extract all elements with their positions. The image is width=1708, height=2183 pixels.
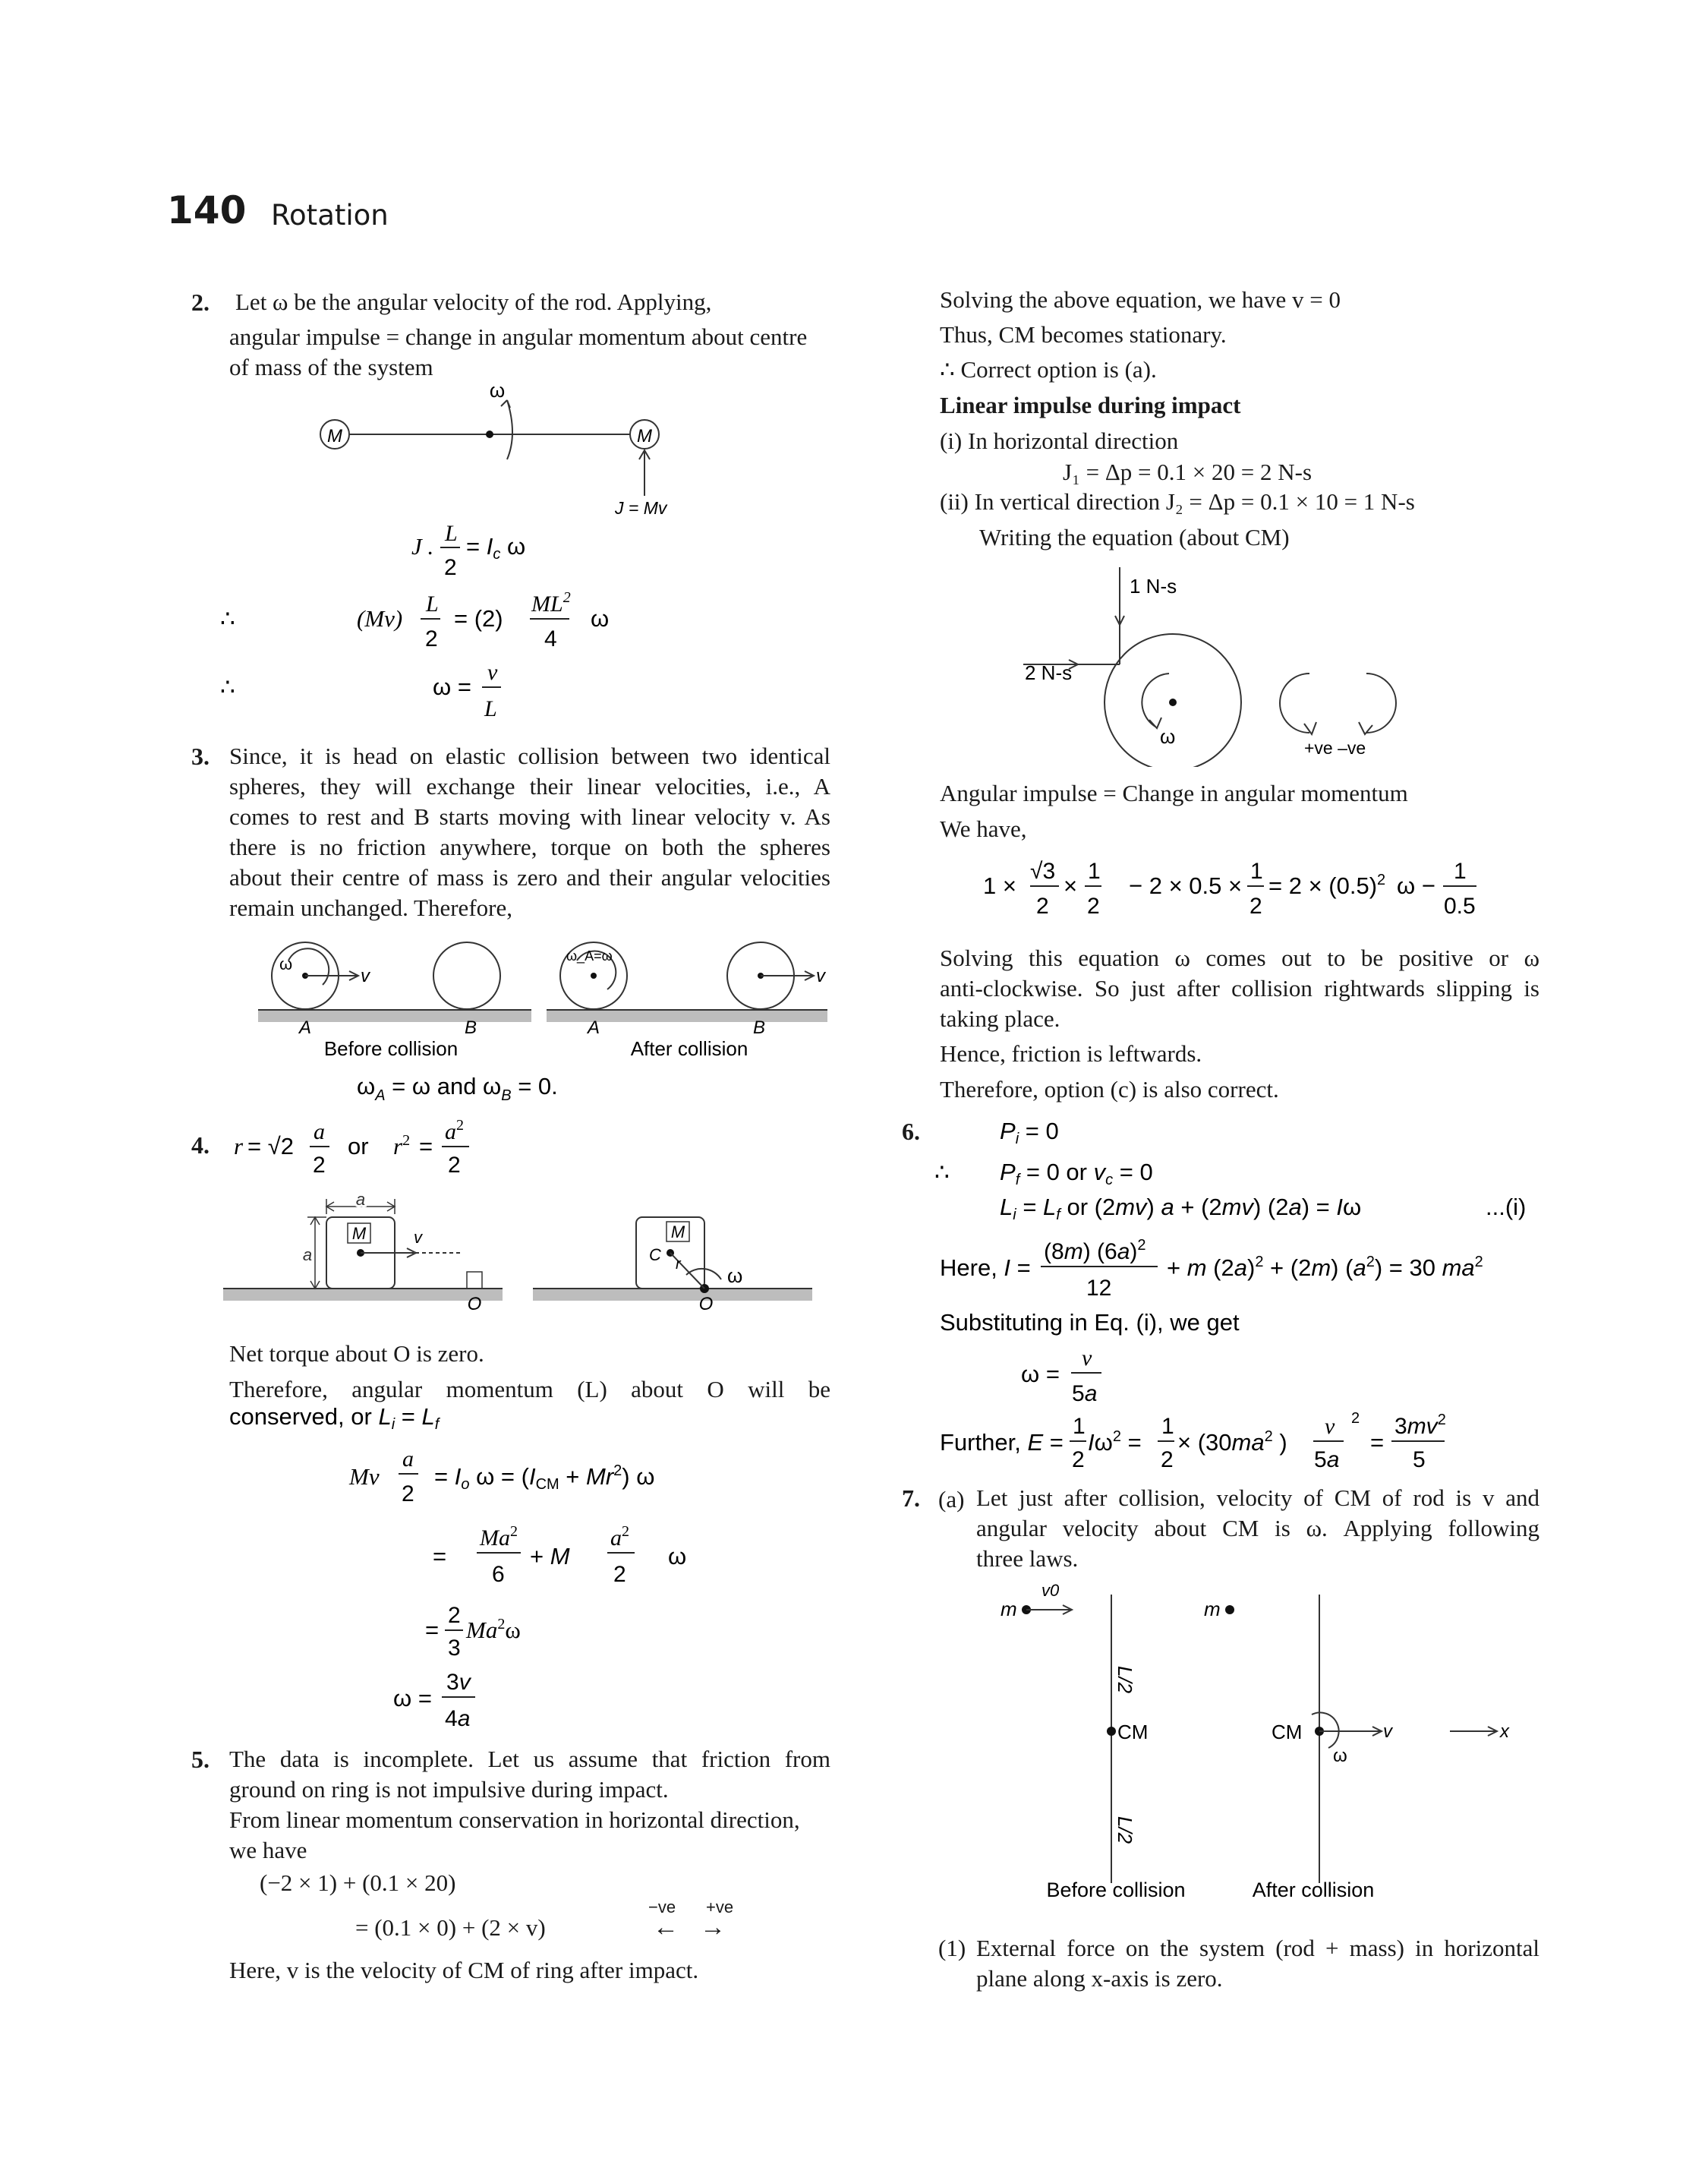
chapter-title: Rotation	[271, 199, 389, 232]
svg-text:− 2 × 0.5 ×: − 2 × 0.5 ×	[1129, 872, 1243, 899]
svg-text:2: 2	[425, 626, 438, 651]
svg-text:a: a	[314, 1119, 325, 1144]
svg-text:5a: 5a	[1314, 1447, 1340, 1472]
svg-text:1: 1	[1161, 1414, 1174, 1439]
q7-line-2: angular velocity about CM is ω. Applying following	[976, 1515, 1539, 1541]
svg-text:m: m	[1001, 1598, 1017, 1620]
q5-eq-1: (−2 × 1) + (0.1 × 20)	[260, 1869, 456, 1896]
svg-text:ω: ω	[727, 1264, 743, 1287]
svg-text:=: =	[1370, 1429, 1385, 1456]
svg-text:2: 2	[402, 1481, 414, 1506]
q5b-line-7: Angular impulse = Change in angular momentum	[940, 780, 1408, 806]
svg-text:v: v	[1383, 1721, 1392, 1742]
mass-label: M	[327, 426, 342, 446]
svg-text:a: a	[402, 1446, 414, 1472]
section-heading: Linear impulse during impact	[940, 392, 1241, 418]
svg-text:= (2): = (2)	[454, 605, 503, 632]
mass-label: M	[637, 426, 652, 446]
svg-text:2: 2	[1072, 1447, 1085, 1472]
omega-label: ω	[489, 383, 506, 402]
q3-collision-diagram	[251, 938, 835, 1059]
svg-text:2: 2	[1087, 894, 1100, 919]
right-arrow-icon: →	[700, 1913, 726, 1942]
q3-equation	[357, 1067, 660, 1109]
svg-text:(Mv): (Mv)	[357, 605, 403, 632]
svg-text:ω =: ω =	[393, 1685, 432, 1711]
q5b-para-2: anti-clockwise. So just after collision rightwards slipping is	[940, 975, 1539, 1002]
question-number: 5.	[191, 1746, 210, 1773]
question-number: 6.	[902, 1118, 920, 1145]
q7-line-1: Let just after collision, velocity of CM of rod is v and	[976, 1484, 1539, 1511]
svg-text:0.5: 0.5	[1444, 894, 1476, 919]
svg-text:= √2: = √2	[247, 1133, 294, 1159]
svg-text:Mv: Mv	[349, 1463, 380, 1490]
left-arrow-icon: ←	[653, 1913, 679, 1942]
q5b-line-1: Solving the above equation, we have v = 0	[940, 286, 1341, 313]
svg-text:Further, E =: Further, E =	[940, 1429, 1064, 1456]
q5b-line-5: (ii) In vertical direction J₂ = Δp = 0.1 × 10 = 1 N-s	[940, 488, 1415, 515]
q4-equations	[334, 1439, 744, 1758]
q5b-eq-1: J₁ = Δp = 0.1 × 20 = 2 N-s	[1063, 459, 1313, 485]
point-number: (1)	[938, 1935, 966, 1961]
svg-text:ω_A=ω: ω_A=ω	[566, 948, 613, 964]
svg-text:v: v	[487, 660, 498, 685]
q5-line-3: From linear momentum conservation in horizontal direction,	[229, 1806, 800, 1833]
svg-text:ω =: ω =	[433, 674, 471, 700]
svg-text:12: 12	[1086, 1276, 1112, 1301]
q5b-para-4: Hence, friction is leftwards.	[940, 1040, 1202, 1067]
svg-text:O: O	[467, 1294, 482, 1314]
q5b-line-3: ∴ Correct option is (a).	[940, 356, 1157, 383]
q5b-line-2: Thus, CM becomes stationary.	[940, 321, 1227, 348]
q5b-para-1: Solving this equation ω comes out to be positive or ω	[940, 945, 1539, 971]
svg-text:ω: ω	[1160, 725, 1176, 748]
svg-text:2 N-s: 2 N-s	[1025, 661, 1073, 684]
svg-text:2: 2	[448, 1603, 461, 1628]
svg-text:2: 2	[1249, 894, 1262, 919]
q3-line-6: remain unchanged. Therefore,	[229, 894, 512, 921]
svg-text:1 ×: 1 ×	[983, 872, 1016, 899]
ring-impulse-diagram	[1017, 566, 1442, 767]
question-number: 4.	[191, 1131, 210, 1159]
q2-line-3: of mass of the system	[229, 354, 433, 380]
svg-text:3: 3	[448, 1636, 461, 1661]
svg-text:v0: v0	[1042, 1581, 1060, 1600]
svg-text:a: a	[302, 1245, 313, 1264]
svg-text:C: C	[649, 1245, 661, 1264]
therefore: ∴	[220, 674, 235, 700]
svg-text:r: r	[234, 1133, 244, 1159]
svg-text:2: 2	[444, 555, 457, 580]
svg-text:B: B	[752, 1017, 766, 1038]
svg-text:ML2: $ML^2$	[531, 589, 571, 617]
svg-text:×: ×	[1064, 872, 1078, 899]
svg-text:=: =	[425, 1617, 440, 1643]
q3-line-1: Since, it is head on elastic collision between two identical	[229, 743, 830, 769]
svg-text:conserved, or Li = Lf: conserved, or Li = Lf	[229, 1403, 440, 1433]
question-number: 2.	[191, 289, 210, 316]
svg-text:a: a	[355, 1190, 366, 1209]
q5-line-1: The data is incomplete. Let us assume that friction from	[229, 1746, 830, 1772]
q4-text-1: Net torque about O is zero.	[229, 1340, 484, 1367]
angular-impulse-equation	[975, 847, 1507, 930]
svg-text:CM: CM	[1117, 1721, 1149, 1743]
q7-point-1a: External force on the system (rod + mass) in horizontal	[976, 1935, 1539, 1961]
svg-text:× (30ma2 ): × ($30ma^2$ )	[1177, 1428, 1287, 1456]
svg-text:2: 2	[613, 1562, 626, 1587]
svg-text:3mv2: $3mv^2$	[1394, 1412, 1446, 1439]
svg-text:=: =	[419, 1133, 433, 1159]
impulse-label: J = Mv	[615, 498, 667, 518]
svg-text:v: v	[1325, 1414, 1335, 1439]
svg-text:...(i): ...(i)	[1486, 1194, 1527, 1220]
q3-line-5: about their centre of mass is zero and their angular velocities	[229, 864, 830, 891]
svg-text:2: 2	[1351, 1410, 1360, 1427]
svg-text:M: M	[670, 1222, 685, 1241]
svg-text:L: L	[426, 591, 439, 617]
q4-text-3	[229, 1402, 533, 1435]
svg-text:1: 1	[1454, 859, 1467, 884]
svg-text:2: 2	[1036, 894, 1049, 919]
svg-text:4: 4	[544, 626, 557, 651]
q2-line-1: Let ω be the angular velocity of the rod. Applying,	[235, 289, 712, 315]
svg-text:v: v	[414, 1228, 422, 1247]
svg-text:= 2 × (0.5)2: = $2 \times (0.5)^2$	[1268, 872, 1386, 899]
svg-text:J .: J .	[411, 533, 434, 560]
svg-text:Ma2: Ma$^2$	[480, 1523, 518, 1550]
question-number: 3.	[191, 743, 210, 770]
svg-text:A: A	[587, 1017, 600, 1038]
svg-text:a2: $a^2$	[445, 1117, 464, 1144]
svg-text:r2: $r^2$	[393, 1132, 411, 1159]
q7-point-1b: plane along x-axis is zero.	[976, 1965, 1223, 1992]
therefore: ∴	[220, 605, 235, 632]
svg-text:6: 6	[492, 1562, 505, 1587]
svg-text:(8m) (6a)2: (8m) $(6a)^2$	[1044, 1237, 1146, 1264]
svg-text:Pf = 0 or vc = 0: Pf = 0 or vc = 0	[1000, 1159, 1153, 1188]
svg-text:=: =	[433, 1543, 447, 1569]
svg-text:5: 5	[1413, 1447, 1426, 1472]
q2-line-2: angular impulse = change in angular momentum about centre	[229, 323, 808, 350]
q5-eq-2: = (0.1 × 0) + (2 × v)	[355, 1914, 546, 1941]
q5b-para-3: taking place.	[940, 1005, 1060, 1032]
q6-equations	[930, 1110, 1530, 1475]
q5b-line-8: We have,	[940, 815, 1027, 842]
svg-text:ω −: ω −	[1397, 872, 1435, 899]
neg-direction-label: −ve	[648, 1898, 676, 1916]
svg-text:L: L	[484, 696, 497, 721]
pos-direction-label: +ve	[706, 1898, 734, 1916]
q5b-para-5: Therefore, option (c) is also correct.	[940, 1076, 1279, 1103]
svg-text:= Io ω = (ICM + Mr2) ω: = Io $\omega = (ICM + Mr^2)$ ω	[434, 1462, 655, 1493]
svg-text:ω: ω	[668, 1543, 687, 1569]
svg-text:Here, I =: Here, I =	[940, 1254, 1031, 1281]
svg-text:1 N-s: 1 N-s	[1130, 575, 1177, 598]
q4-equation	[228, 1110, 501, 1182]
svg-text:∴: ∴	[934, 1159, 950, 1185]
svg-text:a2: $a^2$	[610, 1523, 629, 1550]
svg-text:1: 1	[1088, 859, 1101, 884]
svg-text:Ma2ω: Ma$^2$ω	[466, 1616, 521, 1643]
svg-text:Substituting in Eq. (i), we ge: Substituting in Eq. (i), we get	[940, 1309, 1240, 1336]
svg-text:+ M: + M	[530, 1543, 570, 1569]
svg-text:+ m (2a)2 + (2m) (a2) = 30 ma2: + m $(2a)^2 + (2m) (a^2) = 30$ $ma^2$	[1167, 1254, 1483, 1281]
svg-text:1: 1	[1073, 1414, 1086, 1439]
svg-text:L/2: L/2	[1114, 1816, 1136, 1844]
q4-block-diagram	[220, 1188, 820, 1314]
q7-rod-diagram	[994, 1572, 1526, 1910]
svg-text:After collision: After collision	[630, 1037, 748, 1059]
svg-text:L/2: L/2	[1114, 1666, 1136, 1694]
svg-text:r: r	[676, 1256, 681, 1273]
svg-text:3v: 3v	[446, 1670, 471, 1695]
svg-text:ω =: ω =	[1021, 1361, 1060, 1387]
q5b-line-4: (i) In horizontal direction	[940, 427, 1179, 454]
q3-line-4: there is no friction anywhere, torque on both the spheres	[229, 834, 830, 860]
q4-text-2: Therefore, angular momentum (L) about O will be	[229, 1376, 830, 1402]
svg-text:v: v	[1082, 1345, 1092, 1371]
q7-line-3: three laws.	[976, 1545, 1079, 1572]
q5-line-5: Here, v is the velocity of CM of ring after impact.	[229, 1957, 699, 1983]
svg-text:ω: ω	[591, 605, 610, 632]
page-number: 140	[167, 188, 247, 232]
svg-text:2: 2	[313, 1153, 326, 1178]
svg-text:B: B	[464, 1017, 477, 1038]
svg-text:After collision: After collision	[1252, 1879, 1375, 1901]
q5-line-2: ground on ring is not impulsive during impact.	[229, 1776, 669, 1803]
svg-text:O: O	[698, 1294, 714, 1314]
svg-text:= Ic ω: = Ic ω	[466, 533, 526, 563]
svg-text:Before collision: Before collision	[323, 1037, 459, 1059]
svg-text:Iω2 =: $I\omega^2$ =	[1088, 1428, 1142, 1456]
q2-equations	[213, 520, 638, 729]
svg-text:m: m	[1204, 1598, 1221, 1620]
q2-rod-diagram	[304, 383, 683, 524]
svg-text:4a: 4a	[445, 1706, 471, 1731]
svg-text:M: M	[351, 1224, 367, 1243]
svg-text:1: 1	[1250, 859, 1263, 884]
svg-text:ωA = ω and ωB = 0.: $\omega_A = \omega$ and $\omega_B = 0$.	[357, 1073, 558, 1104]
svg-text:ω: ω	[1333, 1746, 1347, 1766]
q5b-line-6: Writing the equation (about CM)	[979, 524, 1290, 550]
q3-line-3: comes to rest and B starts moving with linear velocity v. As	[229, 803, 830, 830]
svg-text:v: v	[361, 966, 370, 986]
svg-text:ω: ω	[279, 954, 293, 973]
svg-text:A: A	[298, 1017, 312, 1038]
svg-text:Pi = 0: Pi = 0	[1000, 1118, 1059, 1147]
q5-line-4: we have	[229, 1837, 307, 1863]
svg-text:2: 2	[1161, 1447, 1174, 1472]
svg-text:√3: √3	[1030, 859, 1056, 884]
svg-text:5a: 5a	[1072, 1381, 1098, 1406]
part-label: (a)	[938, 1486, 965, 1513]
svg-text:L: L	[445, 521, 458, 546]
svg-text:CM: CM	[1272, 1721, 1303, 1743]
svg-text:x: x	[1500, 1721, 1509, 1742]
svg-text:+ve –ve: +ve –ve	[1304, 738, 1366, 758]
svg-text:2: 2	[448, 1153, 461, 1178]
question-number: 7.	[902, 1484, 920, 1512]
svg-text:or: or	[348, 1133, 369, 1159]
svg-text:Before collision: Before collision	[1046, 1879, 1186, 1901]
q3-line-2: spheres, they will exchange their linear velocities, i.e., A	[229, 773, 830, 800]
svg-text:Li = Lf or (2mv) a + (2mv) (2a: Li = Lf or (2mv) a + (2mv) (2a) = Iω	[1000, 1194, 1362, 1223]
svg-text:v: v	[816, 966, 825, 986]
